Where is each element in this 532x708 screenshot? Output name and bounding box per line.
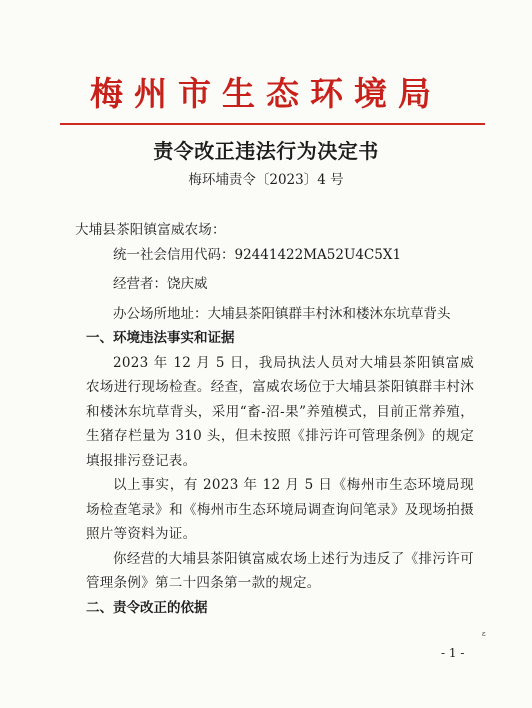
- facts-paragraph-2: 以上事实，有 2023 年 12 月 5 日《梅州市生态环境局现场检查笔录》和《梅州市生态环境局调查询问笔录》及现场拍摄照片等资料为证。: [86, 477, 474, 542]
- document-title: 责令改正违法行为决定书: [153, 139, 379, 163]
- credit-code: 统一社会信用代码：92441422MA52U4C5X1: [113, 246, 402, 263]
- facts-paragraph-3: 你经营的大埔县茶阳镇富威农场上述行为违反了《排污许可管理条例》第二十四条第一款的规定。: [86, 550, 474, 591]
- addressee-name: 大埔县茶阳镇富威农场：: [75, 222, 226, 238]
- section-heading-basis: 二、责令改正的依据: [86, 599, 208, 616]
- issuing-organization: 梅州市生态环境局: [90, 74, 442, 113]
- facts-paragraph-1: 2023 年 12 月 5 日，我局执法人员对大埔县茶阳镇富威农场进行现场检查。经查，富威农场位于大埔县茶阳镇群丰村沐和楼沐东坑草背头，采用“畜-沼-果”养殖模式，目前正常养殖，生猪存栏量为 310 头，但未按照《排污许可管理条例》的规定填报排污登记表。: [86, 354, 474, 469]
- document-body: [75, 218, 474, 620]
- section-heading-facts: 一、环境违法事实和证据: [86, 330, 235, 346]
- office-address: 办公场所地址：大埔县茶阳镇群丰村沐和楼沐东坑草背头: [113, 305, 451, 322]
- page-number: - 1 -: [441, 646, 465, 660]
- operator-name: 经营者：饶庆威: [113, 276, 208, 292]
- document-number: 梅环埔责令〔2023〕4 号: [188, 172, 344, 188]
- scan-mark: ɛ: [482, 630, 486, 638]
- red-separator-line: [60, 123, 485, 125]
